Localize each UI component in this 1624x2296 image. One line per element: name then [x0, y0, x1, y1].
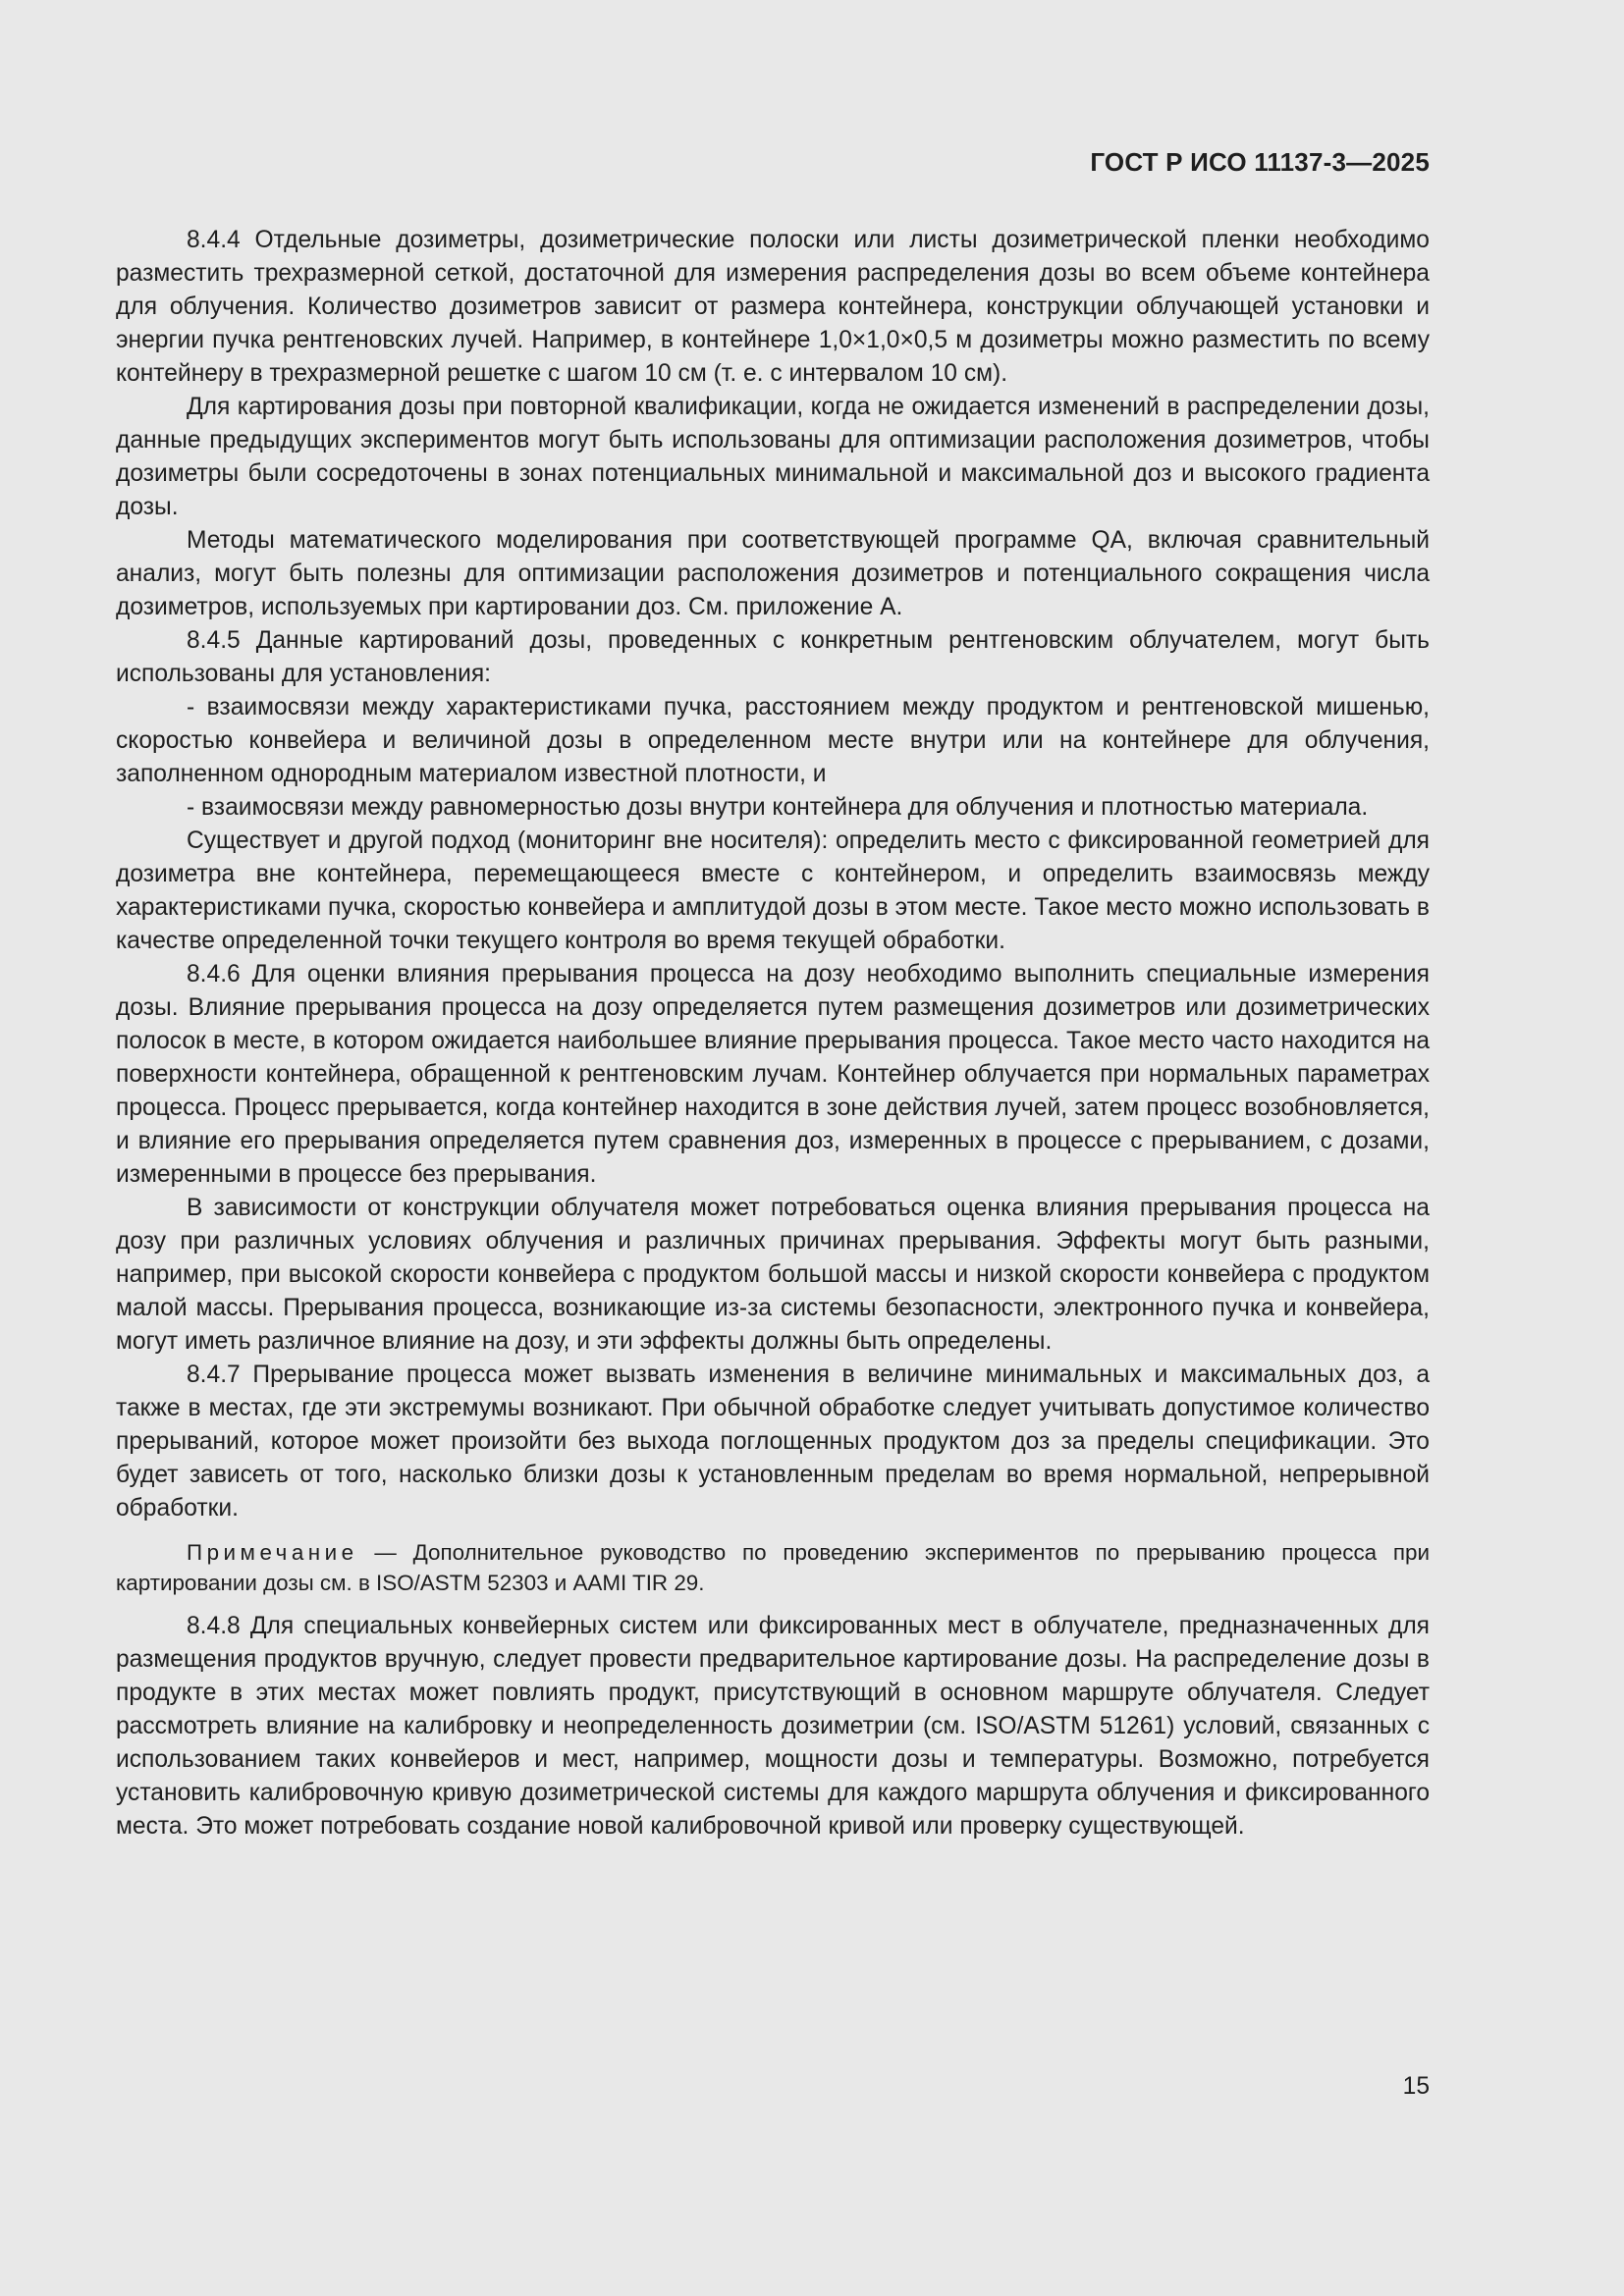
- page-number: 15: [1402, 2073, 1430, 2100]
- note-label: Примечание: [187, 1540, 358, 1565]
- document-body: [116, 224, 1430, 1843]
- paragraph-8-4-8: 8.4.8 Для специальных конвейерных систем или фиксированных мест в облучателе, предназначенных для размещения продуктов вручную, следует провести предварительное картирование дозы. На распределение дозы в продукте в этих местах может повлиять продукт, присутствующий в основном маршруте облучателя. Следует рассмотреть влияние на калибровку и неопределенность дозиметрии (см. ISO/ASTM 51261) условий, связанных с использованием таких конвейеров и мест, например, мощности дозы и температуры. Возможно, потребуется установить калибровочную кривую дозиметрической системы для каждого маршрута облучения и фиксированного места. Это может потребовать создание новой калибровочной кривой или проверку существующей.: [116, 1613, 1430, 1840]
- note-text: — Дополнительное руководство по проведению экспериментов по прерыванию процесса при картировании дозы см. в ISO/ASTM 52303 и AAMI TIR 29.: [116, 1540, 1430, 1595]
- paragraph-8-4-6: 8.4.6 Для оценки влияния прерывания процесса на дозу необходимо выполнить специальные измерения дозы. Влияние прерывания процесса на дозу определяется путем размещения дозиметров или дозиметрических полосок в месте, в котором ожидается наибольшее влияние прерывания процесса. Такое место часто находится на поверхности контейнера, обращенной к рентгеновским лучам. Контейнер облучается при нормальных параметрах процесса. Процесс прерывается, когда контейнер находится в зоне действия лучей, затем процесс возобновляется, и влияние его прерывания определяется путем сравнения доз, измеренных в процессе с прерыванием, с дозами, измеренными в процессе без прерывания.: [116, 961, 1430, 1188]
- paragraph-interruption-conditions: В зависимости от конструкции облучателя может потребоваться оценка влияния прерывания процесса на дозу при различных условиях облучения и различных причинах прерывания. Эффекты могут быть разными, например, при высокой скорости конвейера с продуктом большой массы и низкой скорости конвейера с продуктом малой массы. Прерывания процесса, возникающие из-за системы безопасности, электронного пучка и конвейера, могут иметь различное влияние на дозу, и эти эффекты должны быть определены.: [116, 1195, 1430, 1355]
- note-paragraph: [116, 1537, 1430, 1598]
- document-header: ГОСТ Р ИСО 11137-3—2025: [1090, 147, 1430, 177]
- paragraph-modeling: Методы математического моделирования при соответствующей программе QA, включая сравнительный анализ, могут быть полезны для оптимизации расположения дозиметров и потенциального сокращения числа дозиметров, используемых при картировании доз. См. приложение А.: [116, 527, 1430, 620]
- paragraph-8-4-5: 8.4.5 Данные картирований дозы, проведенных с конкретным рентгеновским облучателем, могут быть использованы для установления:: [116, 627, 1430, 687]
- list-item-uniformity-relation: - взаимосвязи между равномерностью дозы внутри контейнера для облучения и плотностью материала.: [187, 794, 1369, 821]
- paragraph-8-4-4: 8.4.4 Отдельные дозиметры, дозиметрические полоски или листы дозиметрической пленки необходимо разместить трехразмерной сеткой, достаточной для измерения распределения дозы во всем объеме контейнера для облучения. Количество дозиметров зависит от размера контейнера, конструкции облучающей установки и энергии пучка рентгеновских лучей. Например, в контейнере 1,0×1,0×0,5 м дозиметры можно разместить по всему контейнеру в трехразмерной решетке с шагом 10 см (т. е. с интервалом 10 см).: [116, 227, 1430, 387]
- list-item-beam-relation: - взаимосвязи между характеристиками пучка, расстоянием между продуктом и рентгеновской мишенью, скоростью конвейера и величиной дозы в определенном месте внутри или на контейнере для облучения, заполненном однородным материалом известной плотности, и: [116, 694, 1430, 787]
- paragraph-8-4-7: 8.4.7 Прерывание процесса может вызвать изменения в величине минимальных и максимальных доз, а также в местах, где эти экстремумы возникают. При обычной обработке следует учитывать допустимое количество прерываний, которое может произойти без выхода поглощенных продуктом доз за пределы спецификации. Это будет зависеть от того, насколько близки дозы к установленным пределам во время нормальной, непрерывной обработки.: [116, 1362, 1430, 1522]
- paragraph-offcarrier-monitoring: Существует и другой подход (мониторинг вне носителя): определить место с фиксированной геометрией для дозиметра вне контейнера, перемещающееся вместе с контейнером, и определить взаимосвязь между характеристиками пучка, скоростью конвейера и амплитудой дозы в этом месте. Такое место можно использовать в качестве определенной точки текущего контроля во время текущей обработки.: [116, 828, 1430, 954]
- paragraph-requalification: Для картирования дозы при повторной квалификации, когда не ожидается изменений в распределении дозы, данные предыдущих экспериментов могут быть использованы для оптимизации расположения дозиметров, чтобы дозиметры были сосредоточены в зонах потенциальных минимальной и максимальной доз и высокого градиента дозы.: [116, 394, 1430, 520]
